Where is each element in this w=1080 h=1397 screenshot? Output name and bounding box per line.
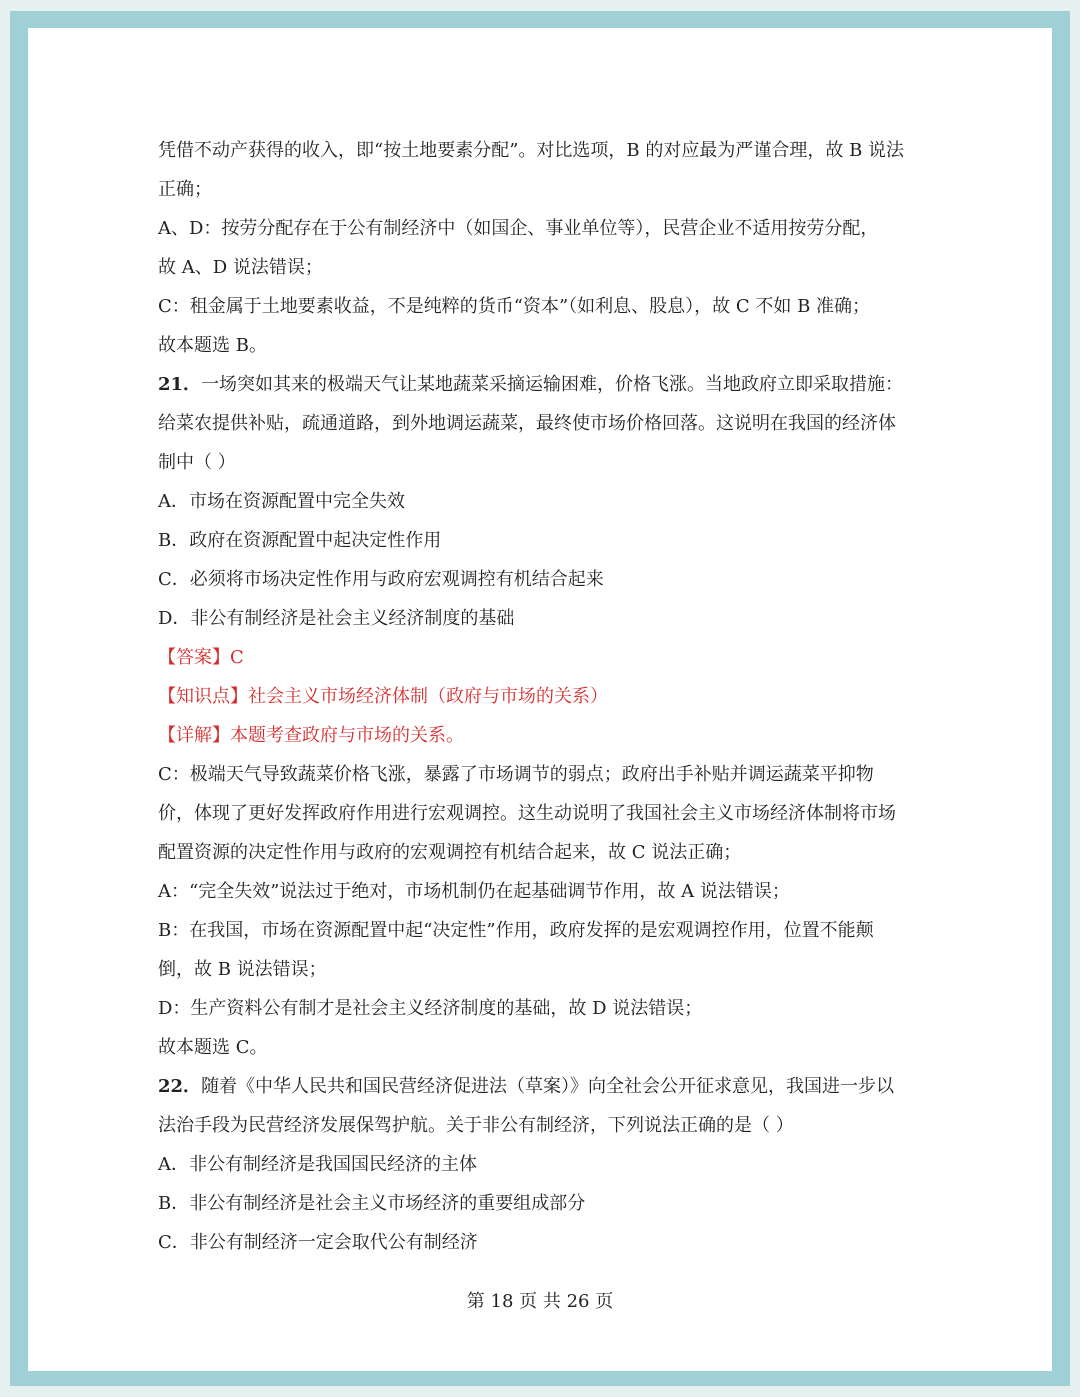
- option-b: B．非公有制经济是社会主义市场经济的重要组成部分: [158, 1193, 586, 1214]
- page-number-footer: 第 18 页 共 26 页: [466, 1291, 614, 1312]
- text-line: 凭借不动产获得的收入，即“按土地要素分配”。对比选项，B 的对应最为严谨合理，故 B 说法: [158, 140, 905, 161]
- text-line: A、D：按劳分配存在于公有制经济中（如国企、事业单位等），民营企业不适用按劳分配，: [158, 218, 879, 239]
- option-b: B．政府在资源配置中起决定性作用: [158, 530, 442, 551]
- option-c: C．非公有制经济一定会取代公有制经济: [158, 1232, 478, 1253]
- text-line: 给菜农提供补贴，疏通道路，到外地调运蔬菜，最终使市场价格回落。这说明在我国的经济体: [158, 413, 896, 434]
- text-line: C：极端天气导致蔬菜价格飞涨，暴露了市场调节的弱点；政府出手补贴并调运蔬菜平抑物: [158, 764, 874, 785]
- text-line: 倒，故 B 说法错误；: [158, 959, 327, 980]
- explanation-heading-line: 【详解】本题考查政府与市场的关系。: [158, 725, 464, 746]
- question-text: 随着《中华人民共和国民营经济促进法（草案）》向全社会公开征求意见，我国进一步以: [201, 1076, 895, 1097]
- option-d: D．非公有制经济是社会主义经济制度的基础: [158, 608, 515, 629]
- text-line: 法治手段为民营经济发展保驾护航。关于非公有制经济，下列说法正确的是（ ）: [158, 1115, 794, 1136]
- text-line: B：在我国，市场在资源配置中起“决定性”作用，政府发挥的是宏观调控作用，位置不能颠: [158, 920, 874, 941]
- text-line: 价，体现了更好发挥政府作用进行宏观调控。这生动说明了我国社会主义市场经济体制将市场: [158, 803, 896, 824]
- option-c: C．必须将市场决定性作用与政府宏观调控有机结合起来: [158, 569, 604, 590]
- question-22-stem-line: [158, 1067, 894, 1106]
- answer-line: 【答案】C: [158, 647, 244, 668]
- text-line: C：租金属于土地要素收益，不是纯粹的货币“资本”（如利息、股息），故 C 不如 B 准确；: [158, 296, 871, 317]
- text-line: 配置资源的决定性作用与政府的宏观调控有机结合起来，故 C 说法正确；: [158, 842, 742, 863]
- question-number: 22．: [158, 1076, 202, 1097]
- question-text: 一场突如其来的极端天气让某地蔬菜采摘运输困难，价格飞涨。当地政府立即采取措施：: [201, 374, 904, 395]
- question-21-stem-line: [158, 365, 903, 404]
- option-a: A．市场在资源配置中完全失效: [158, 491, 405, 512]
- text-line: 制中（ ）: [158, 452, 236, 473]
- text-line: 故本题选 C。: [158, 1037, 268, 1058]
- text-line: A：“完全失效”说法过于绝对，市场机制仍在起基础调节作用，故 A 说法错误；: [158, 881, 790, 902]
- text-line: D：生产资料公有制才是社会主义经济制度的基础，故 D 说法错误；: [158, 998, 703, 1019]
- knowledge-point-line: 【知识点】社会主义市场经济体制（政府与市场的关系）: [158, 686, 608, 707]
- text-line: 故本题选 B。: [158, 335, 267, 356]
- option-a: A．非公有制经济是我国国民经济的主体: [158, 1154, 477, 1175]
- text-line: 故 A、D 说法错误；: [158, 257, 323, 278]
- text-line: 正确；: [158, 179, 212, 200]
- question-number: 21．: [158, 374, 202, 395]
